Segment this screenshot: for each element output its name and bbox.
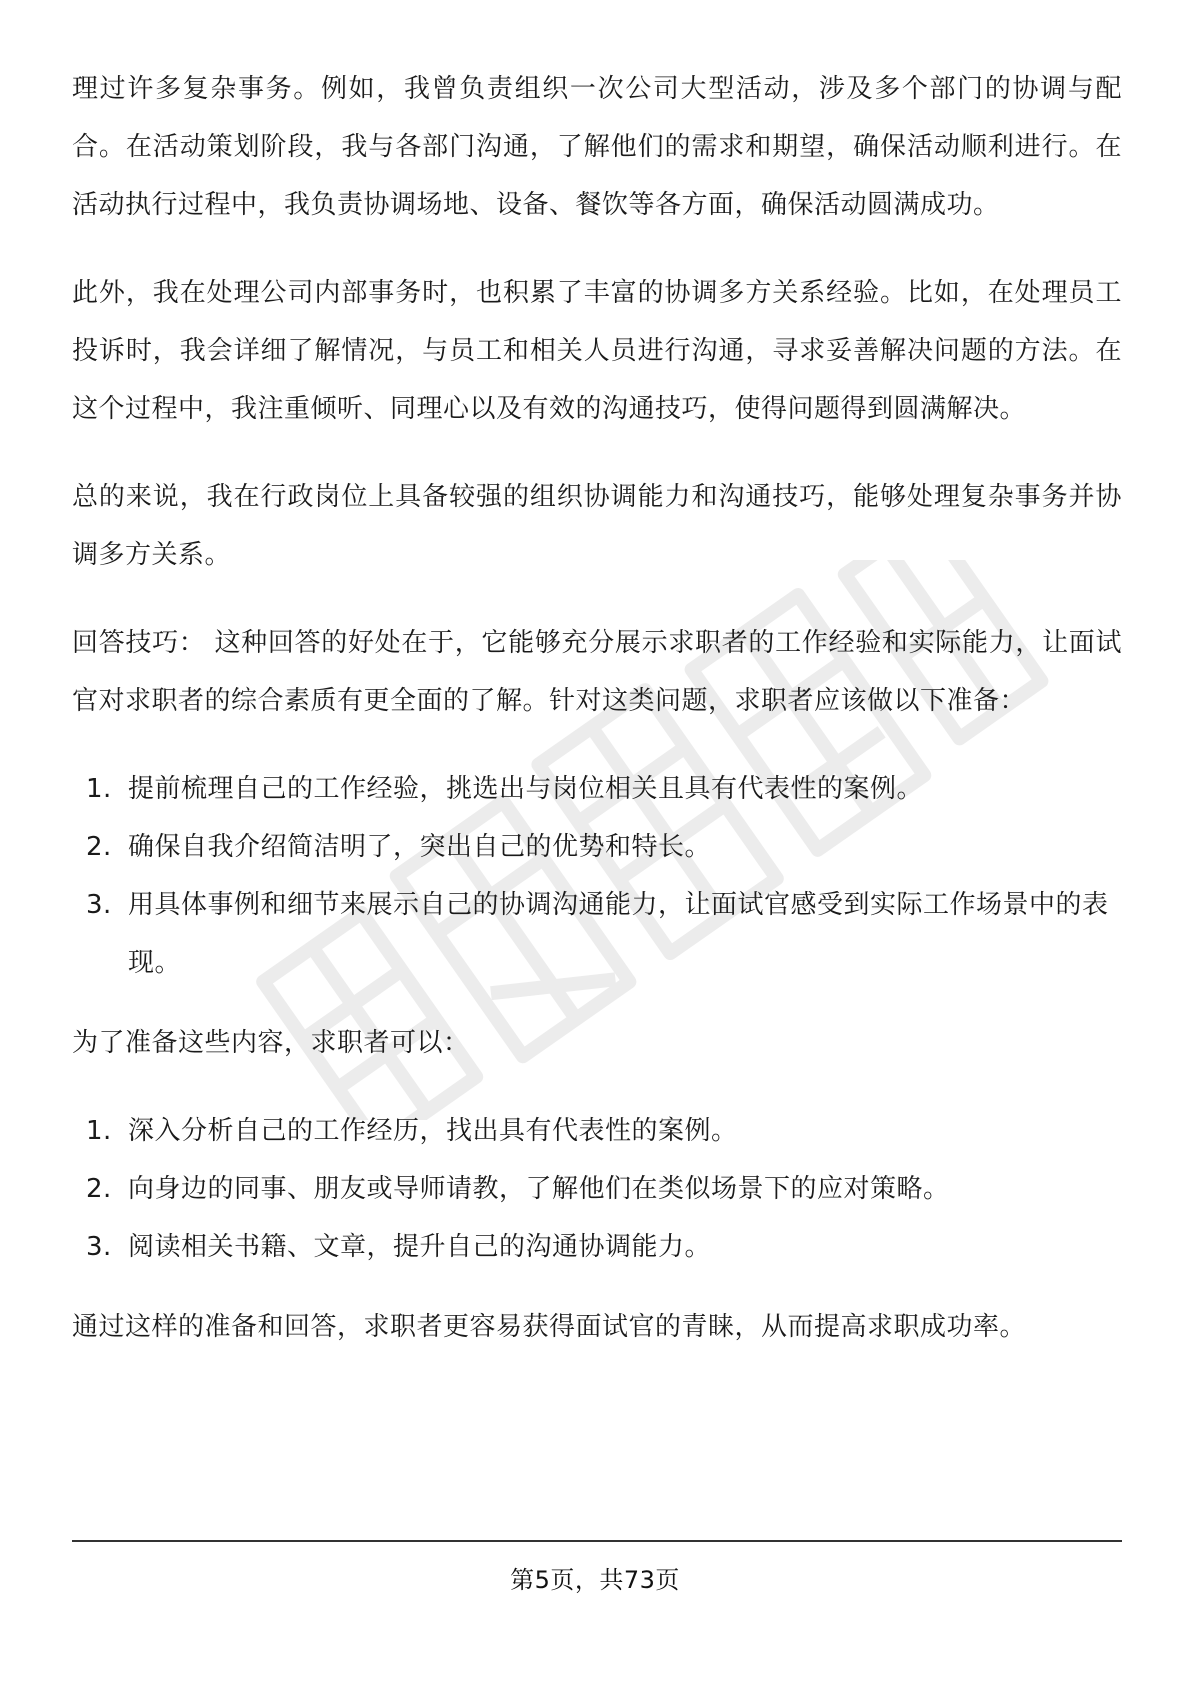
list-number: 1. <box>86 774 112 804</box>
list-item <box>72 1218 1122 1276</box>
list-item-text: 用具体事例和细节来展示自己的协调沟通能力，让面试官感受到实际工作场景中的表现。 <box>128 890 1109 978</box>
paragraph-prepare-intro: 为了准备这些内容，求职者可以： <box>72 1028 470 1058</box>
paragraph-2: 此外，我在处理公司内部事务时，也积累了丰富的协调多方关系经验。比如，在处理员工投诉时，我会详细了解情况，与员工和相关人员进行沟通，寻求妥善解决问题的方法。在这个过程中，我注重倾听、同理心以及有效的沟通技巧，使得问题得到圆满解决。 <box>72 278 1122 424</box>
list-item-text: 确保自我介绍简洁明了，突出自己的优势和特长。 <box>128 832 712 862</box>
list-item-text: 向身边的同事、朋友或导师请教，了解他们在类似场景下的应对策略。 <box>128 1174 950 1204</box>
list-item-text: 深入分析自己的工作经历，找出具有代表性的案例。 <box>128 1116 738 1146</box>
list-item <box>72 876 1122 992</box>
paragraph-1: 理过许多复杂事务。例如，我曾负责组织一次公司大型活动，涉及多个部门的协调与配合。在活动策划阶段，我与各部门沟通，了解他们的需求和期望，确保活动顺利进行。在活动执行过程中，我负责协调场地、设备、餐饮等各方面，确保活动圆满成功。 <box>72 74 1122 220</box>
list-number: 1. <box>86 1116 112 1146</box>
paragraph-conclusion: 通过这样的准备和回答，求职者更容易获得面试官的青睐，从而提高求职成功率。 <box>72 1312 1027 1342</box>
list-item <box>72 760 1122 818</box>
paragraph-answer-tips: 回答技巧： 这种回答的好处在于，它能够充分展示求职者的工作经验和实际能力，让面试官对求职者的综合素质有更全面的了解。针对这类问题，求职者应该做以下准备： <box>72 628 1122 716</box>
preparation-list <box>72 760 1122 992</box>
list-number: 3. <box>86 1232 112 1262</box>
document-body <box>72 60 1122 1386</box>
list-item <box>72 818 1122 876</box>
list-item <box>72 1102 1122 1160</box>
footer-divider <box>72 1540 1122 1542</box>
list-item-text: 阅读相关书籍、文章，提升自己的沟通协调能力。 <box>128 1232 712 1262</box>
list-number: 3. <box>86 890 112 920</box>
list-number: 2. <box>86 832 112 862</box>
list-number: 2. <box>86 1174 112 1204</box>
page-number: 第5页，共73页 <box>510 1566 680 1594</box>
list-item-text: 提前梳理自己的工作经验，挑选出与岗位相关且具有代表性的案例。 <box>128 774 924 804</box>
method-list <box>72 1102 1122 1276</box>
paragraph-3: 总的来说，我在行政岗位上具备较强的组织协调能力和沟通技巧，能够处理复杂事务并协调多方关系。 <box>72 482 1122 570</box>
list-item <box>72 1160 1122 1218</box>
